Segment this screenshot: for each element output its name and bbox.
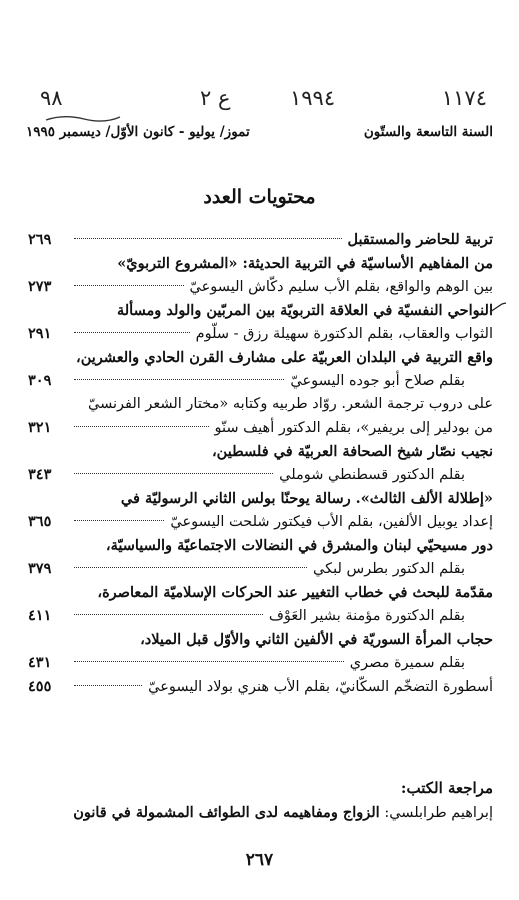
toc-leader-dots [74, 426, 209, 427]
toc-entry-title: «إطلالة الألف الثالث». رسالة يوحنّا بولس الثاني الرسوليّة في [120, 489, 493, 507]
toc-entry [28, 346, 493, 370]
toc-entry [28, 228, 493, 252]
toc-entry [28, 440, 493, 464]
toc-entry [28, 369, 493, 393]
toc-entry-title: بقلم الدكتور قسطنطي شوملي [279, 467, 465, 483]
toc-leader-dots [74, 332, 190, 333]
toc-entry-title: بين الوهم والواقع، بقلم الأب سليم دكّاش اليسوعيّ [189, 279, 493, 295]
toc-entry-title: بقلم الدكتور بطرس لبكي [313, 561, 465, 577]
toc-entry [28, 628, 493, 652]
handwritten-code: ٩٨ [40, 86, 63, 110]
toc-entry-page: ٣٦٥ [28, 513, 52, 530]
toc-leader-dots [74, 520, 164, 521]
toc-entry [28, 651, 493, 675]
toc-entry-title: بقلم سميرة مصري [349, 655, 465, 671]
toc-entry-page: ٤٥٥ [28, 677, 52, 695]
toc-entry [28, 581, 493, 605]
toc-entry [28, 487, 493, 511]
toc-entry-title: دور مسيحيّي لبنان والمشرق في النضالات الاجتماعيّة والسياسيّة، [105, 536, 493, 554]
toc-entry [28, 510, 493, 534]
book-reviews-heading: مراجعة الكتب: [400, 779, 493, 797]
book-reviews [28, 775, 493, 825]
toc-entry-title: من بودلير إلى بريفير»، بقلم الدكتور أهيف سنّو [214, 420, 493, 436]
toc-entry-title: حجاب المرأة السوريّة في الألفين الثاني والأوّل قبل الميلاد، [140, 630, 493, 648]
toc-entry-title: بقلم صلاح أبو جوده اليسوعيّ [290, 373, 465, 389]
toc-entry-title: واقع التربية في البلدان العربيّة على مشارف القرن الحادي والعشرين، [76, 348, 493, 366]
volume-year: السنة التاسعة والستّون [363, 124, 493, 140]
issue-date: تموز/ يوليو - كانون الأوّل/ ديسمبر ١٩٩٥ [26, 124, 250, 140]
toc-entry-title: من المفاهيم الأساسيّة في التربية الحديثة: «المشروع التربويّ» [117, 254, 493, 272]
toc-entry [28, 557, 493, 581]
handwritten-issue: ع ٢ [200, 86, 231, 110]
table-of-contents [28, 228, 493, 698]
toc-entry-title: مقدّمة للبحث في خطاب التغيير عند الحركات الإسلاميّة المعاصرة، [97, 583, 493, 601]
toc-leader-dots [74, 614, 263, 615]
toc-entry-page: ٣٤٣ [28, 466, 52, 483]
toc-entry [28, 416, 493, 440]
toc-leader-dots [74, 685, 142, 686]
toc-entry-title: النواحي النفسيّة في العلاقة التربويّة بين المربّين والولد ومسألة [116, 301, 493, 319]
toc-leader-dots [74, 567, 307, 568]
toc-entry-title: أسطورة التضخّم السكّانيّ، بقلم الأب هنري بولاد اليسوعيّ [148, 678, 493, 695]
toc-entry-page: ٣٧٩ [28, 560, 52, 577]
toc-entry [28, 534, 493, 558]
toc-entry-page: ٢٦٩ [28, 231, 52, 248]
book-review-entry [28, 801, 493, 825]
toc-leader-dots [74, 661, 344, 662]
pen-mark-icon [488, 300, 508, 316]
toc-entry-page: ٣٠٩ [28, 372, 52, 389]
toc-entry-page: ٤١١ [28, 607, 52, 624]
toc-leader-dots [74, 285, 184, 286]
toc-leader-dots [74, 238, 342, 239]
review-author: إبراهيم طرابلسي: [384, 805, 493, 821]
issue-header [26, 124, 493, 140]
toc-entry [28, 252, 493, 276]
toc-entry-title: بقلم الدكتورة مؤمنة بشير العَوْف [268, 608, 465, 624]
toc-leader-dots [74, 473, 273, 474]
toc-entry [28, 393, 493, 417]
toc-entry-title: تربية للحاضر والمستقبل [347, 231, 493, 248]
toc-entry [28, 322, 493, 346]
toc-entry-title: الثواب والعقاب، بقلم الدكتورة سهيلة رزق - سلّوم [195, 326, 493, 342]
toc-entry [28, 275, 493, 299]
handwritten-year: ١٩٩٤ [290, 86, 336, 110]
toc-entry-page: ٤٣١ [28, 654, 52, 671]
toc-entry-title: على دروب ترجمة الشعر. روّاد طربيه وكتابه «مختار الشعر الفرنسيّ [87, 395, 493, 412]
toc-leader-dots [74, 379, 284, 380]
toc-entry-page: ٢٩١ [28, 325, 52, 342]
toc-entry [28, 299, 493, 323]
toc-entry [28, 675, 493, 699]
toc-entry [28, 604, 493, 628]
toc-entry-title: نجيب نصّار شيخ الصحافة العربيّة في فلسطين، [211, 442, 493, 460]
page-number: ٢٦٧ [245, 850, 274, 870]
toc-entry-page: ٢٧٣ [28, 278, 52, 295]
contents-title: محتويات العدد [203, 186, 316, 208]
review-book-title: الزواج ومفاهيمه لدى الطوائف المشمولة في قانون [73, 804, 380, 821]
toc-entry-page: ٣٢١ [28, 419, 52, 436]
handwritten-number: ١١٧٤ [441, 86, 487, 110]
toc-entry-title: إعداد يوبيل الألفين، بقلم الأب فيكتور شلحت اليسوعيّ [170, 514, 493, 530]
toc-entry [28, 463, 493, 487]
